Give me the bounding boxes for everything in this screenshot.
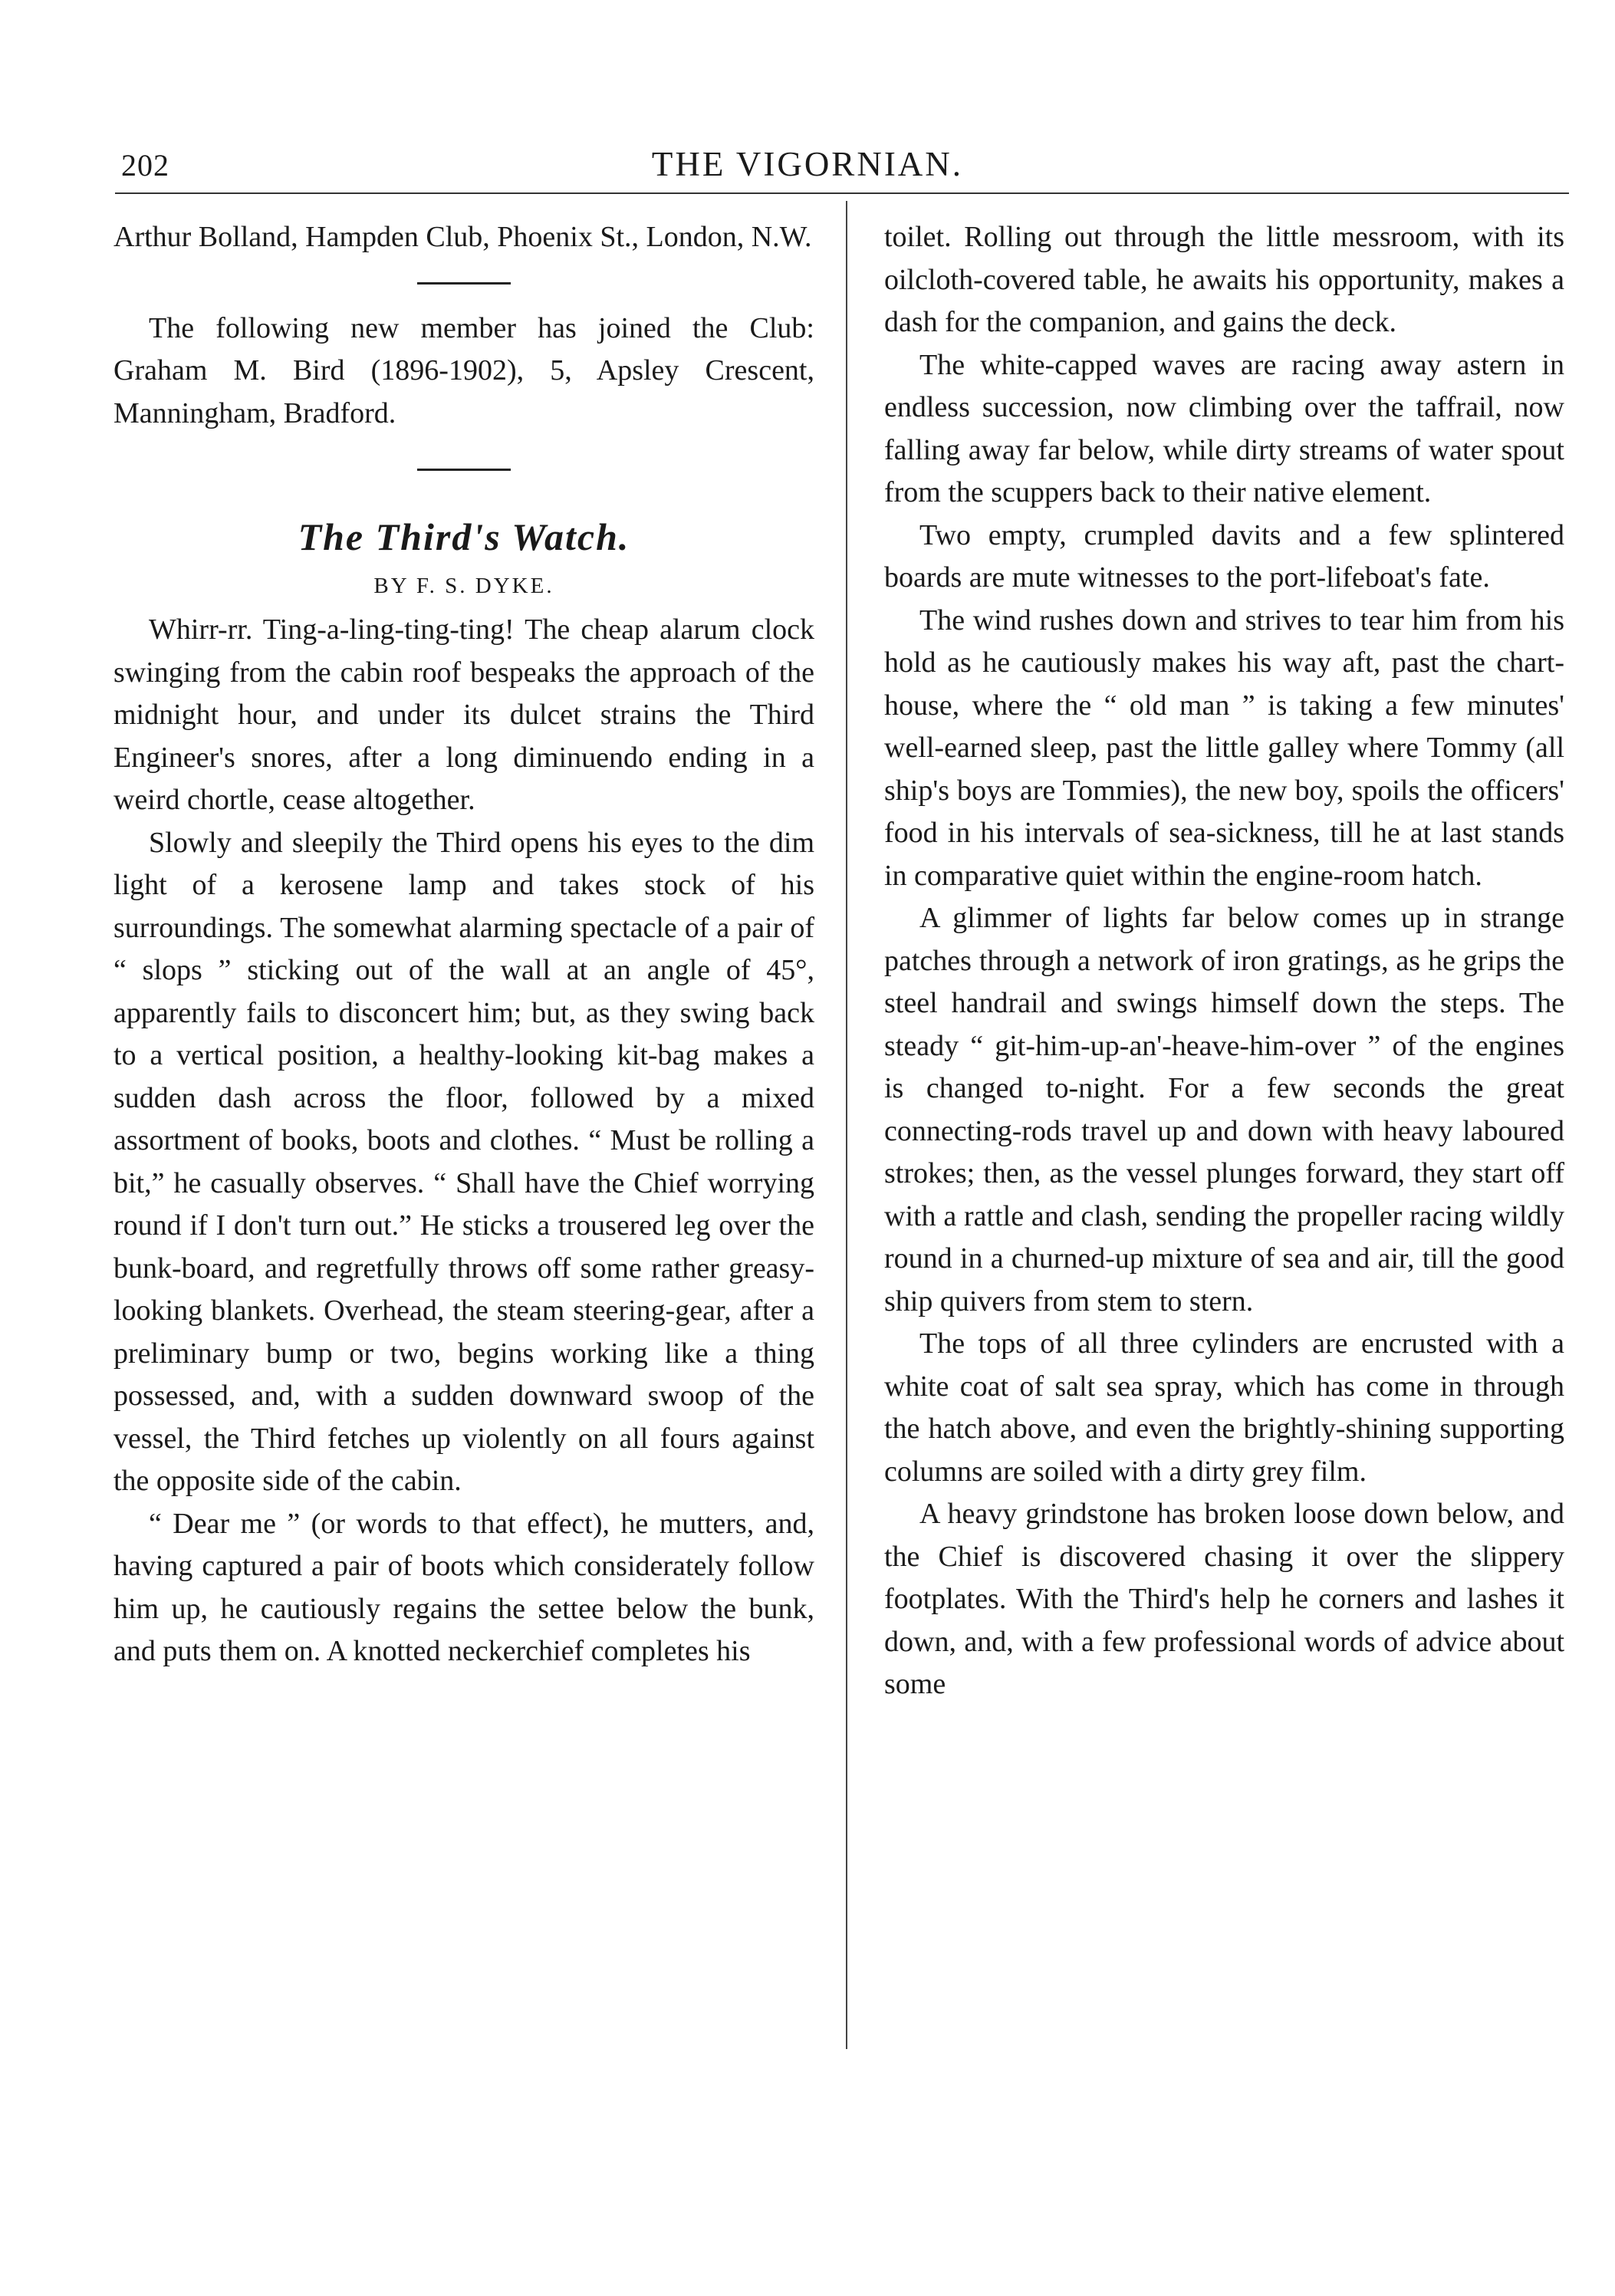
left-column [113,216,814,1673]
continued-paragraph: toilet. Rolling out through the little messroom, with its oilcloth-covered table, he awaits his opportunity, makes a dash for the companion, and gains the deck. [884,221,1564,338]
new-member-paragraph: The following new member has joined the Club: Graham M. Bird (1896-1902), 5, Apsley Crescent, Manningham, Bradford. [113,311,814,429]
body-paragraph: Two empty, crumpled davits and a few splintered boards are mute witnesses to the port-lifeboat's fate. [884,518,1564,594]
body-paragraph: Slowly and sleepily the Third opens his eyes to the dim light of a kerosene lamp and takes stock of his surroundings. The somewhat alarming spectacle of a pair of “ slops ” sticking out of the wall at an angle of 45°, apparently fails to disconcert him; but, as they swing back to a vertical position, a healthy-looking kit-bag makes a sudden dash across the floor, followed by a mixed assortment of books, boots and clothes. “ Must be rolling a bit,” he casually observes. “ Shall have the Chief worrying round if I don't turn out.” He sticks a trousered leg over the bunk-board, and regretfully throws off some rather greasy-looking blankets. Overhead, the steam steering-gear, after a preliminary bump or two, begins working like a thing possessed, and, with a sudden downward swoop of the vessel, the Third fetches up violently on all fours against the opposite side of the cabin. [113,826,814,1497]
section-divider [417,469,511,471]
article-title: The Third's Watch. [298,515,630,558]
body-paragraph: “ Dear me ” (or words to that effect), he mutters, and, having captured a pair of boots which considerately follow him up, he cautiously regains the settee below the bunk, and puts them on. A knotted neckerchief completes his [113,1507,814,1667]
address-paragraph: Arthur Bolland, Hampden Club, Phoenix St., London, N.W. [113,221,812,253]
body-paragraph: A heavy grindstone has broken loose down below, and the Chief is discovered chasing it over the slippery footplates. With the Third's help he corners and lashes it down, and, with a few professional words of advice about some [884,1498,1564,1700]
header-rule [115,192,1569,194]
body-paragraph: A glimmer of lights far below comes up in strange patches through a network of iron gratings, as he grips the steel handrail and swings himself down the steps. The steady “ git-him-up-an'-heave-him-over ” of the engines is changed to-night. For a few seconds the great connecting-rods travel up and down with heavy laboured strokes; then, as the vessel plunges forward, they start off with a rattle and clash, sending the propeller racing wildly round in a churned-up mixture of sea and air, till the good ship quivers from stem to stern. [884,902,1564,1317]
column-divider [846,201,847,2049]
body-paragraph: Whirr-rr. Ting-a-ling-ting-ting! The cheap alarum clock swinging from the cabin roof bespeaks the approach of the midnight hour, and under its dulcet strains the Third Engineer's snores, after a long diminuendo ending in a weird chortle, cease altogether. [113,613,814,816]
article-byline: BY F. S. DYKE. [373,574,554,598]
running-title: THE VIGORNIAN. [651,145,964,183]
right-column [884,216,1564,1706]
section-divider [417,282,511,285]
page-number: 202 [121,148,169,183]
body-paragraph: The white-capped waves are racing away astern in endless succession, now climbing over the taffrail, now falling away far below, while dirty streams of water spout from the scuppers back to their native element. [884,348,1564,508]
body-paragraph: The wind rushes down and strives to tear him from his hold as he cautiously makes his way aft, past the chart-house, where the “ old man ” is taking a few minutes' well-earned sleep, past the little galley where Tommy (all ship's boys are Tommies), the new boy, spoils the officers' food in his intervals of sea-sickness, till he at last stands in comparative quiet within the engine-room hatch. [884,604,1564,892]
body-paragraph: The tops of all three cylinders are encrusted with a white coat of salt sea spray, which has come in through the hatch above, and even the brightly-shining supporting columns are soiled with a dirty grey film. [884,1327,1564,1488]
